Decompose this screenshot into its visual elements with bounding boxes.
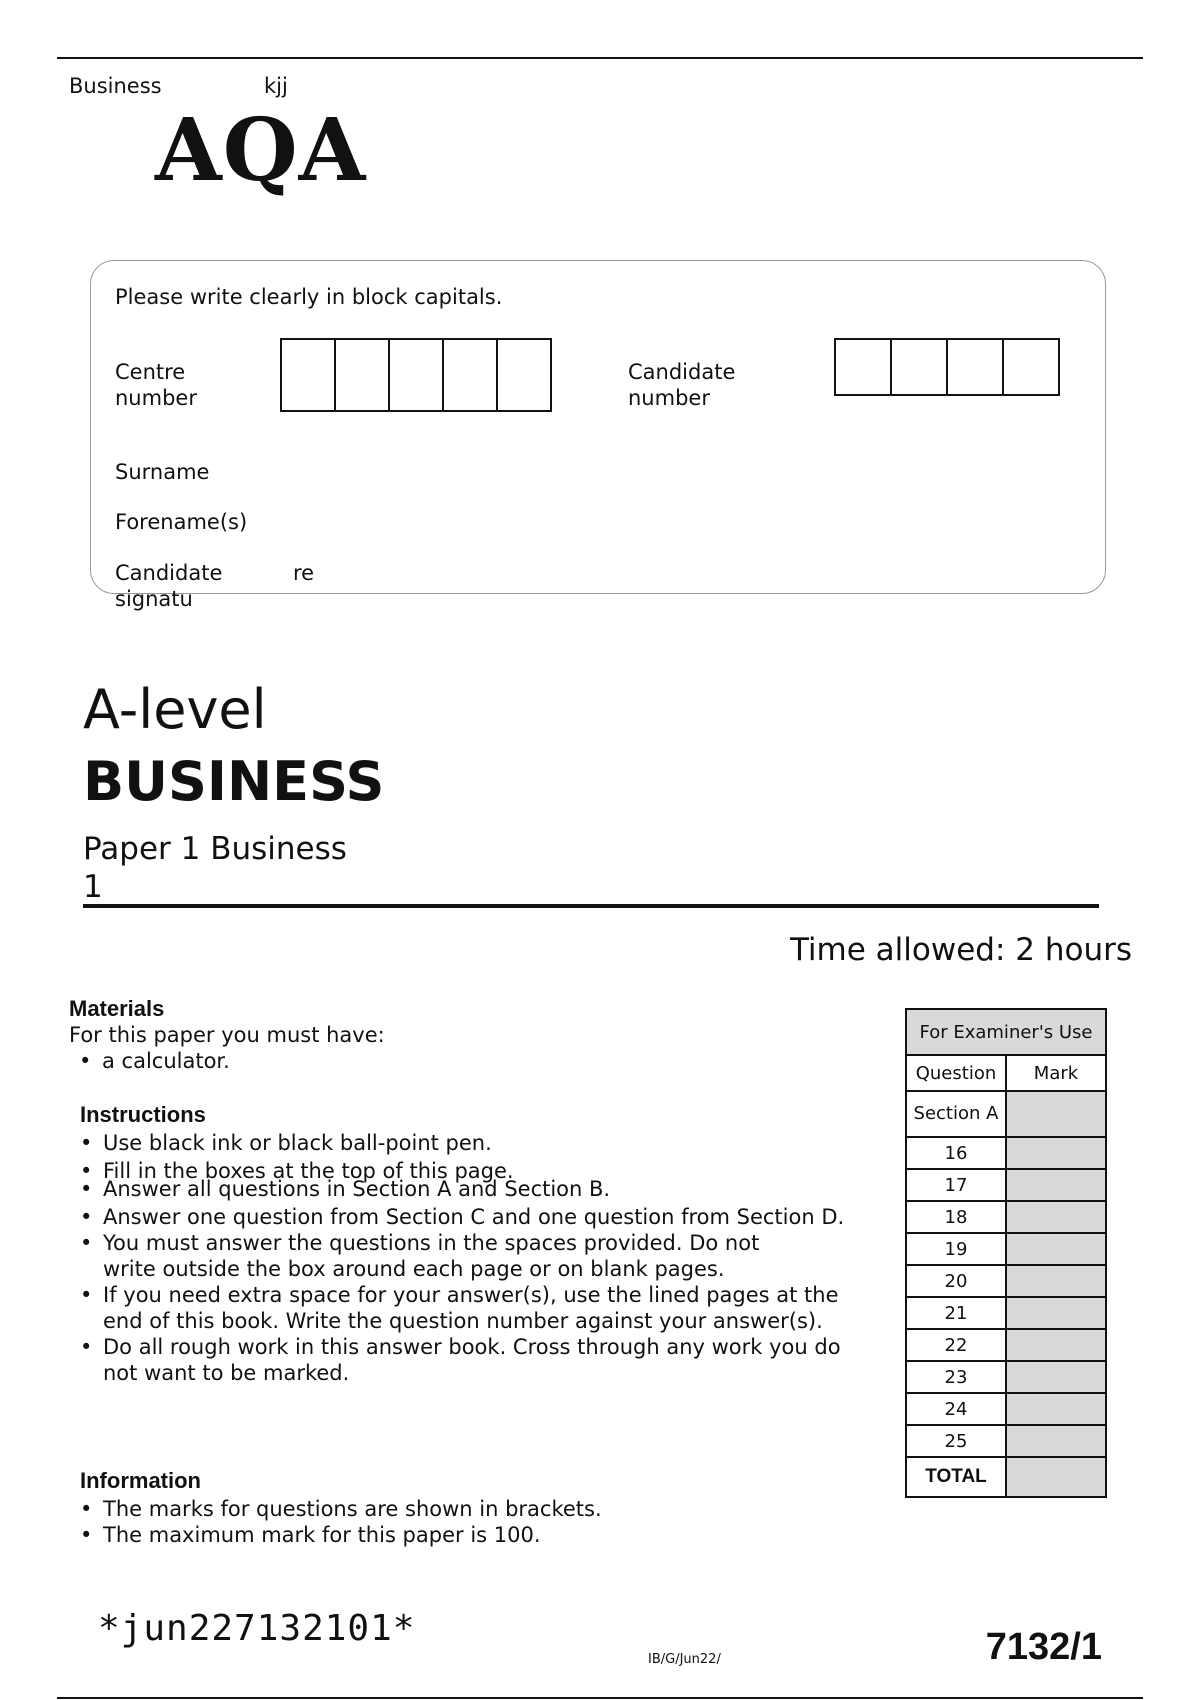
header-marker: kjj: [264, 74, 288, 98]
mark-cell[interactable]: [1006, 1233, 1106, 1265]
information-item: • The marks for questions are shown in brackets.: [69, 1496, 889, 1522]
question-column-header: Question: [906, 1055, 1006, 1091]
title-rule: [83, 904, 1099, 908]
total-mark-cell[interactable]: [1006, 1457, 1106, 1497]
centre-number-cell[interactable]: [280, 338, 336, 412]
question-row-label: 18: [906, 1201, 1006, 1233]
instruction-item: • Fill in the boxes at the top of this page.: [69, 1158, 889, 1184]
candidate-number-cell[interactable]: [890, 338, 948, 396]
materials-intro: For this paper you must have:: [69, 1023, 385, 1047]
mark-cell[interactable]: [1006, 1265, 1106, 1297]
paper-title: Paper 1 Business 1: [83, 831, 347, 905]
question-row-label: 19: [906, 1233, 1006, 1265]
question-row-label: 16: [906, 1137, 1006, 1169]
total-row-label: TOTAL: [906, 1457, 1006, 1497]
instructions-list: [69, 1130, 889, 1386]
materials-heading: Materials: [69, 996, 165, 1021]
centre-number-cell[interactable]: [388, 338, 444, 412]
question-row-label: 21: [906, 1297, 1006, 1329]
top-rule: [57, 57, 1143, 59]
mark-cell[interactable]: [1006, 1169, 1106, 1201]
instruction-item: • Answer all questions in Section A and Section B.: [69, 1176, 889, 1202]
information-heading: Information: [80, 1468, 201, 1493]
mark-cell[interactable]: [1006, 1393, 1106, 1425]
mark-cell[interactable]: [1006, 1201, 1106, 1233]
instruction-item: • If you need extra space for your answer(s), use the lined pages at the end of this book. Write the question number against your answer(s).: [69, 1282, 863, 1334]
examiner-use-title: For Examiner's Use: [906, 1009, 1106, 1055]
document-reference: IB/G/Jun22/: [648, 1652, 721, 1667]
time-allowed: Time allowed: 2 hours: [789, 932, 1132, 968]
instruction-item: • You must answer the questions in the spaces provided. Do not write outside the box around each page or on blank pages.: [69, 1230, 763, 1282]
paper-code: 7132/1: [985, 1626, 1102, 1668]
examiner-use-table: [905, 1008, 1107, 1498]
question-row-label: 17: [906, 1169, 1006, 1201]
candidate-signature-label: Candidate signatu: [115, 561, 223, 611]
candidate-signature-label-suffix: re: [293, 561, 315, 585]
subject-title: BUSINESS: [83, 750, 385, 813]
question-row-label: 22: [906, 1329, 1006, 1361]
candidate-number-cell[interactable]: [1002, 338, 1060, 396]
block-capitals-instruction: Please write clearly in block capitals.: [115, 285, 503, 309]
candidate-number-boxes[interactable]: [836, 338, 1060, 396]
instructions-heading: Instructions: [80, 1102, 206, 1127]
mark-cell[interactable]: [1006, 1137, 1106, 1169]
centre-number-cell[interactable]: [442, 338, 498, 412]
mark-cell[interactable]: [1006, 1361, 1106, 1393]
question-row-label: Section A: [906, 1091, 1006, 1137]
candidate-number-cell[interactable]: [946, 338, 1004, 396]
question-row-label: 20: [906, 1265, 1006, 1297]
mark-column-header: Mark: [1006, 1055, 1106, 1091]
instruction-item: • Do all rough work in this answer book. Cross through any work you do not want to be marked.: [69, 1334, 843, 1386]
qualification-level: A-level: [83, 678, 267, 741]
question-row-label: 23: [906, 1361, 1006, 1393]
aqa-logo: AQA: [155, 100, 367, 201]
centre-number-cell[interactable]: [334, 338, 390, 412]
candidate-number-label: Candidate number: [628, 360, 736, 410]
header-subject: Business: [69, 74, 162, 98]
instruction-item: • Use black ink or black ball-point pen.: [69, 1130, 889, 1156]
centre-number-label: Centre number: [115, 360, 197, 410]
materials-section: [69, 996, 385, 1074]
bottom-rule: [57, 1697, 1143, 1699]
centre-number-cell[interactable]: [496, 338, 552, 412]
surname-label: Surname: [115, 460, 210, 484]
materials-item: • a calculator.: [68, 1048, 385, 1074]
forename-label: Forename(s): [115, 510, 248, 534]
barcode-text: *jun227132101*: [98, 1608, 416, 1649]
mark-cell[interactable]: [1006, 1329, 1106, 1361]
centre-number-boxes[interactable]: [282, 338, 552, 412]
candidate-details-box: [90, 260, 1106, 594]
instruction-item: • Answer one question from Section C and one question from Section D.: [69, 1204, 889, 1230]
information-item: • The maximum mark for this paper is 100.: [69, 1522, 889, 1548]
information-list: [69, 1496, 889, 1548]
question-row-label: 24: [906, 1393, 1006, 1425]
mark-cell[interactable]: [1006, 1091, 1106, 1137]
candidate-number-cell[interactable]: [834, 338, 892, 396]
mark-cell[interactable]: [1006, 1297, 1106, 1329]
question-row-label: 25: [906, 1425, 1006, 1457]
mark-cell[interactable]: [1006, 1425, 1106, 1457]
